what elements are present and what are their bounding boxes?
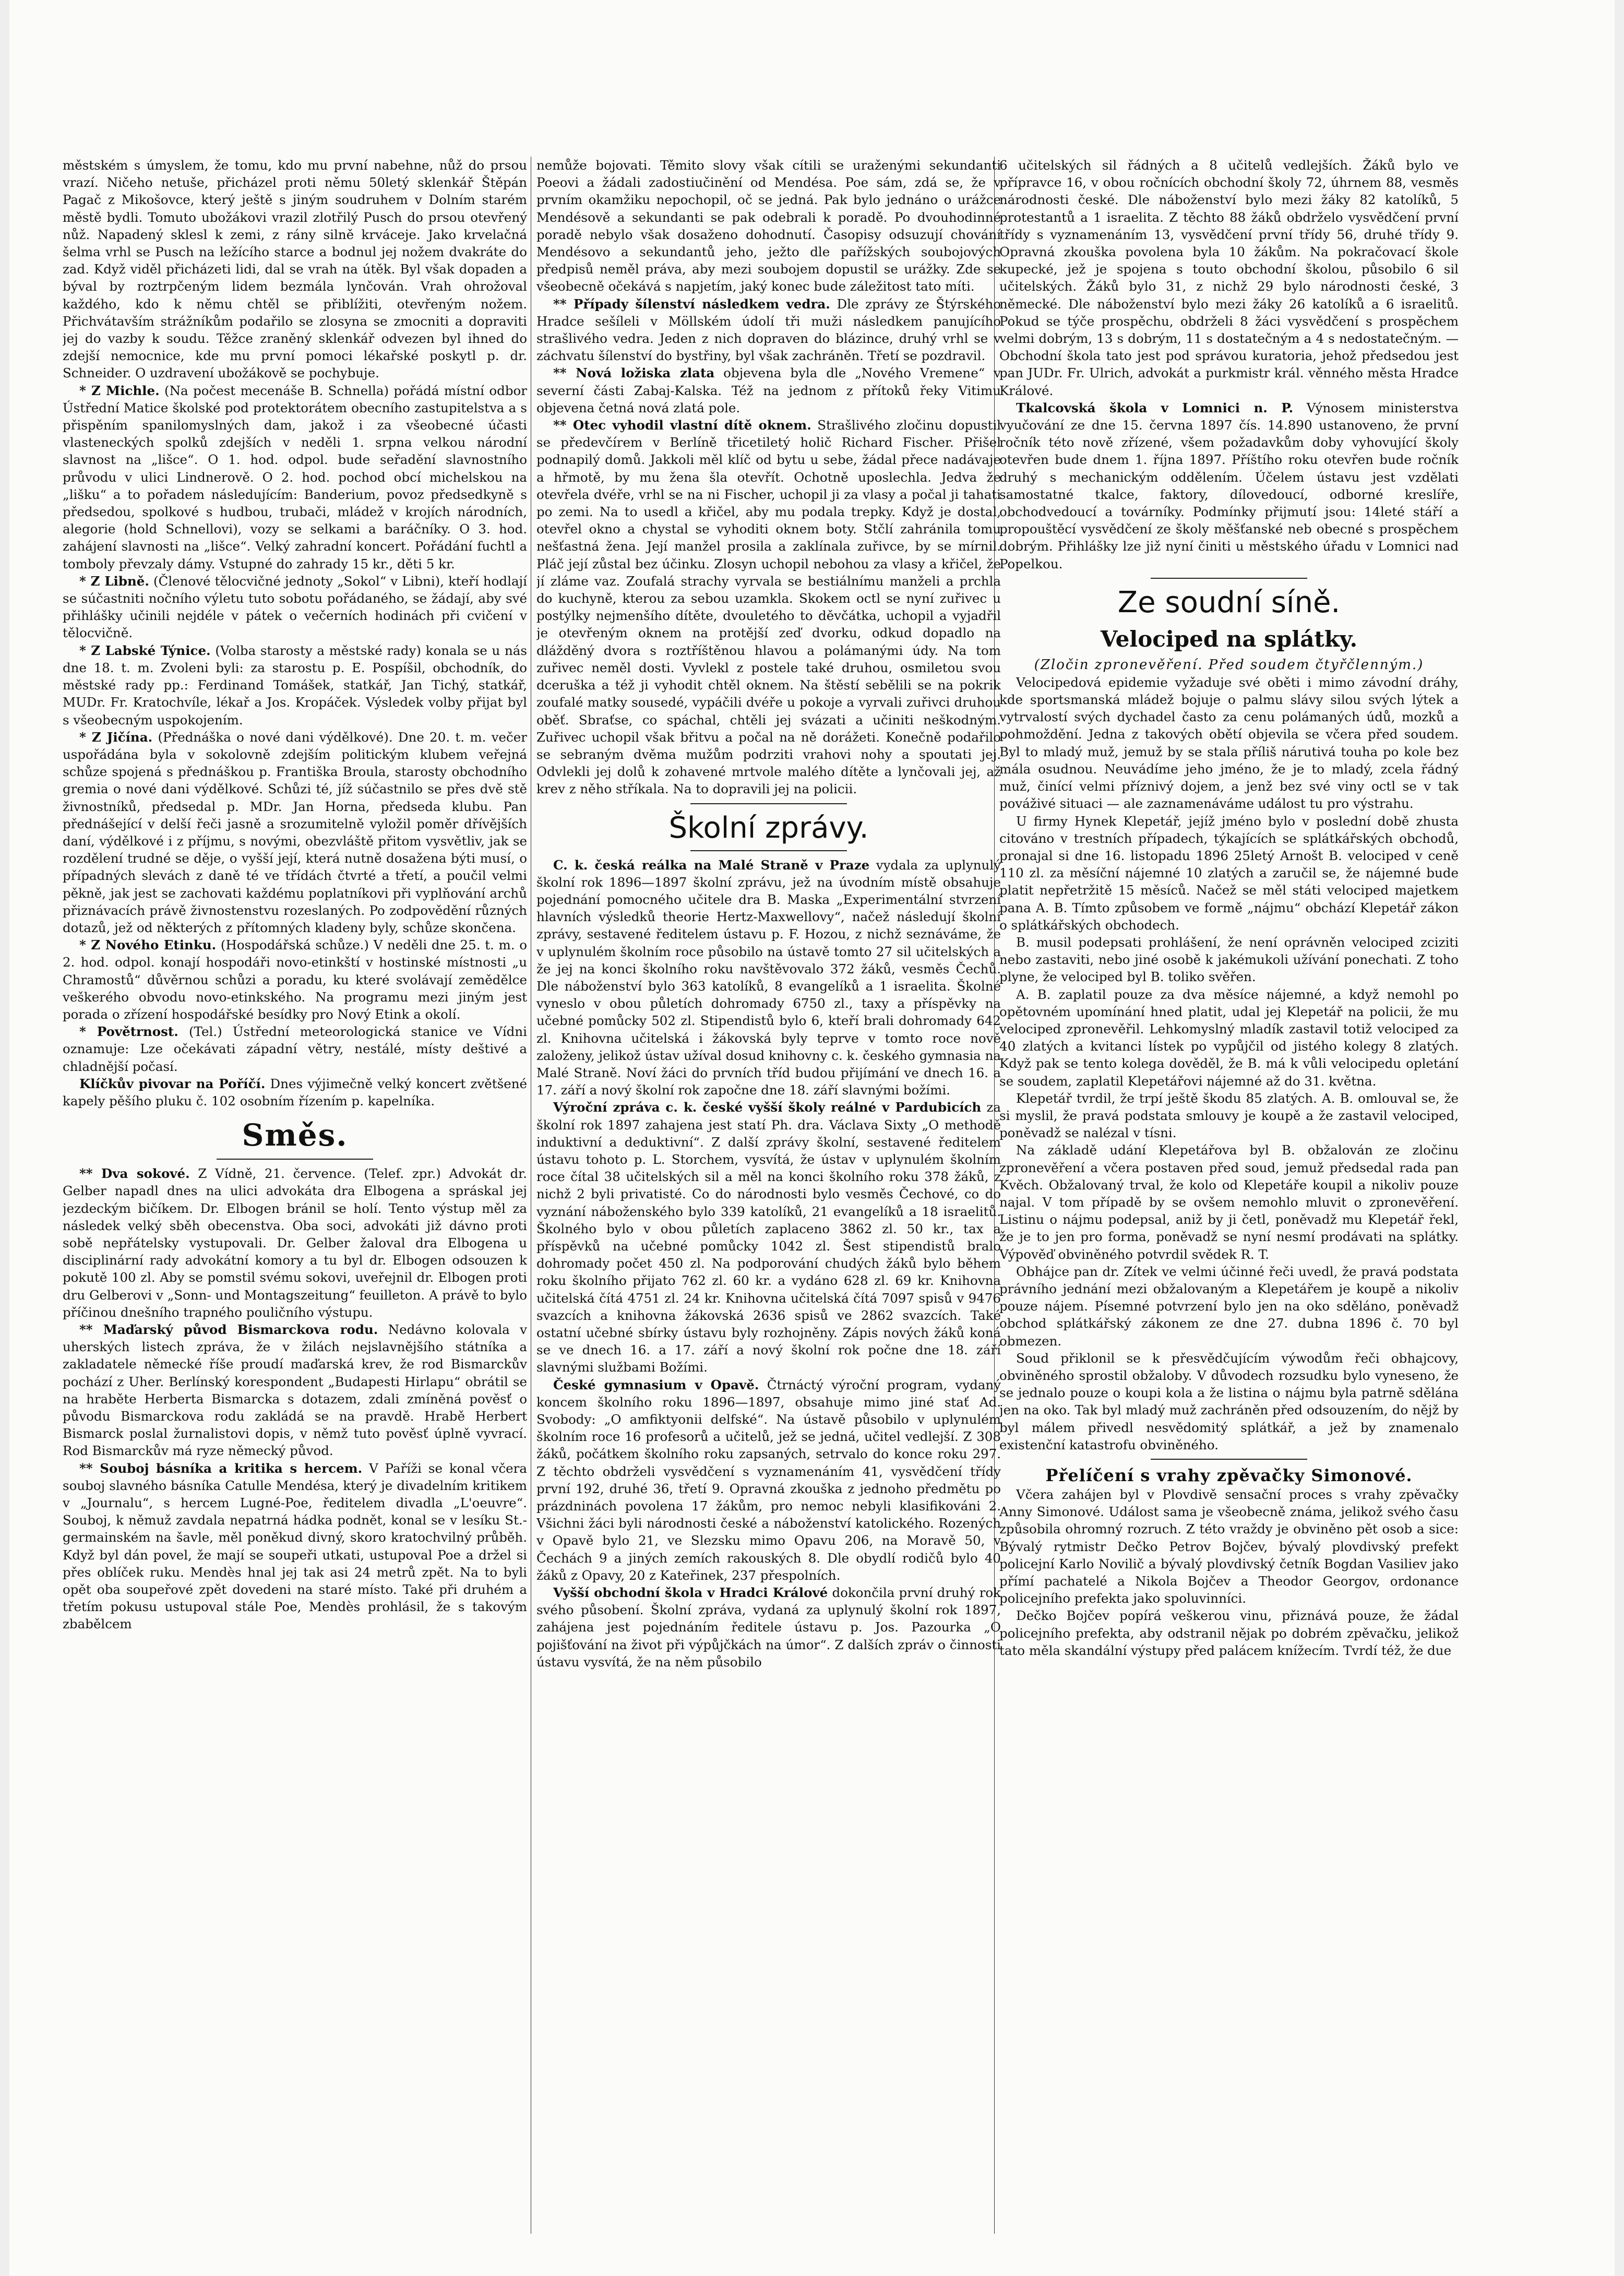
article-text: Klepetář tvrdil, že trpí ještě škodu 85 zlatých. A. B. omlouval se, že si myslil, že pravá podstata smlouvy je koupě a že zastavil velociped, poněvadž se nalézal v tísni. xyxy=(999,1090,1459,1141)
article-lead: ** Nová ložiska zlata xyxy=(553,365,715,381)
article-text: městském s úmyslem, že tomu, kdo mu první nabehne, nůž do prsou vrazí. Ničeho netuše, přicházel proti němu 50letý sklenkář Štěpán Pagač z Mikošovce, který ještě s jiným soudruhem v Dolním starém městě bydli. Tomuto ubožákovi vrazil zlotřilý Pusch do prsou otevřený nůž. Napadený sklesl k zemi, z rány silně krváceje. Jako krvelačná šelma vrhl se Pusch na ležícího starce a bodnul jej nožem dvakráte do zad. Když viděl přicházeti lidi, dal se vrah na útěk. Byl však dopaden a býval by roztrpčeným lidem bezmála lynčován. Vrah ohrožoval každého, kdo k němu chtěl se přiblížiti, otevřeným nožem. Přichvátavším strážníkům podařilo se zlosyna se zmocniti a dopraviti jej do vazby k soudu. Těžce zraněný sklenkář odvezen byl ihned do zdejší nemocnice, kde mu první pomoci lékařské poskytl p. dr. Schneider. O uzdravení ubožákově se pochybuje. xyxy=(63,158,527,381)
article-lead: Klíčkův pivovar na Poříčí. xyxy=(79,1076,266,1091)
article-text: (Členové tělocvičné jednoty „Sokol“ v Libni), kteří hodlají se súčastniti nočního výletu tuto sobotu pořádaného, se žádají, aby své přihlášky učinili nejdéle v pátek o večerních hodinách při cvičení v tělocvičně. xyxy=(63,573,527,641)
article-paragraph xyxy=(536,416,1001,797)
article-lead: C. k. česká reálka na Malé Straně v Praze xyxy=(553,857,870,873)
local-news xyxy=(63,157,527,1110)
article-paragraph xyxy=(536,1099,1001,1376)
article-text: za školní rok 1897 zahajena jest statí Ph. dra. Václava Sixty „O methodě induktivní a deduktivní“. Z další zprávy školní, sestavené ředitelem ústavu tohoto p. L. Storchem, vysvítá, že ústav v uplynulém školním roce čítal 38 učitelských sil a měl na konci školního roku 378 žáků, z nichž 2 byli privatisté. Co do národnosti bylo vesměs Čechové, co do vyznání náboženského bylo 339 katolíků, 21 evangelíků a 18 israelitů. Školného bylo v obou půletích zaplaceno 3862 zl. 50 kr., tax a příspěvků na učebné pomůcky 1042 zl. Šest stipendistů bralo dohromady počet 450 zl. Na podporování chudých žáků bylo během roku školního přijato 762 zl. 60 kr. a vydáno 628 zl. 69 kr. Knihovna učitelská čítá 4751 zl. 24 kr. Knihovna učitelská čítá 7097 spisů v 9476 svazcích a knihovna žákovská 2636 spisů ve 2862 svazcích. Také ostatní učebné sbírky ústavu byly rozhojněny. Zápis nových žáků koná se ve dnech 16. a 17. září a nový školní rok počne dne 18. září slavnými službami Božími. xyxy=(536,1100,1001,1375)
article-paragraph xyxy=(63,1023,527,1075)
article-paragraph xyxy=(999,813,1459,934)
column-2 xyxy=(536,157,1001,2234)
court-article-velociped xyxy=(999,674,1459,1453)
article-paragraph xyxy=(999,1090,1459,1142)
article-text: objevena byla dle „Nového Vremene“ v severní části Zabaj-Kalska. Též na jednom z přítoků řeky Vitimu objevena četná nová zlatá pole. xyxy=(536,365,1001,415)
left-page-edge xyxy=(0,0,9,2276)
court-article-simonova xyxy=(999,1486,1459,1659)
article-paragraph xyxy=(63,1075,527,1110)
school-reports xyxy=(536,856,1001,1671)
article-text: Čtrnáctý výroční program, vydaný koncem školního roku 1896—1897, obsahuje mimo jiné stať Ad. Svobody: „O amfiktyonii delfské“. Na ústavě působilo v uplynulém školním roce 16 profesorů a učitelů, jež se jedná, učitel vedlejší. Z 308 žáků, počátkem školního roku zapsaných, setrvalo do konce roku 297. Z těchto obdrželi vysvědčení s vyznamenáním 41, vysvědčení třídy první 192, druhé 36, třetí 9. Opravná zkouška z jednoho předmětu po prázdninách povolena 17 žákům, pro nemoc nebyli klasifikováni 2. Všichni žáci byli národnosti české a náboženství katolického. Rozených v Opavě bylo 21, ve Slezsku mimo Opavu 206, na Moravě 50, v Čechách 9 a jiných zemích rakouských 8. Dle obydlí rodičů bylo 40 žáků z Opavy, 20 z Kateřinek, 237 přespolních. xyxy=(536,1377,1001,1583)
article-text: vydala za uplynulý školní rok 1896—1897 školní zprávu, jež na úvodním místě obsahuje pojednání pomocného učitele dra B. Maska „Experimentální stvrzení hlavních výsledků theorie Hertz-Maxwellovy“, načež následují školní zprávy, sestavené ředitelem ústavu p. F. Hozou, z nichž seznáváme, že v uplynulém školním roce působilo na ústavě tomto 27 sil učitelských a že jej na konci školního roku navštěvovalo 372 žáků, vesměs Čechů. Dle náboženství bylo 363 katolíků, 8 evangelíků a 1 israelita. Školné vyneslo v obou půletích dohromady 6750 zl., taxy a příspěvky na učebné pomůcky 502 zl. Stipendistů bylo 6, kteří brali dohromady 642 zl. Knihovna učitelská i žákovská byly teprve v tomto roce nově založeny, jelikož ústav užíval dosud knihovny c. k. českého gymnasia na Malé Straně. Noví žáci do prvních tříd budou přijímání ve dnech 16. a 17. září a nový školní rok započne dne 18. září slavnými božími. xyxy=(536,857,1001,1098)
article-paragraph xyxy=(536,1376,1001,1584)
article-text: (Na počest mecenáše B. Schnella) pořádá místní odbor Ústřední Matice školské pod protektorátem obecního zastupitelstva a s přispěním spanilomyslných dam, jakož i za všeobecné účasti vlasteneckých spolků zdejších v neděli 1. srpna velkou národní slavnost na „lišce“. O 1. hod. odpol. bude seřadění slavnostního průvodu v ulici Lindnerově. O 2. hod. pochod obcí michelskou na „lišku“ a to pořadem následujícím: Banderium, povoz předsedkyně s předsedou, spolkové s hudbou, trubači, mládež v krojích národních, alegorie (hold Schnellovi), vozy se selkami a baráčníky. O 3. hod. zahájení slavnosti na „lišce“. Velký zahradní koncert. Pořádání fuchtl a tomboly převzaly dámy. Vstupné do zahrady 15 kr., děti 5 kr. xyxy=(63,383,527,571)
article-paragraph xyxy=(63,1460,527,1633)
column-1 xyxy=(63,157,527,2234)
article-lead: * Z Libně. xyxy=(79,573,149,589)
article-text: (Hospodářská schůze.) V neděli dne 25. t. m. o 2. hod. odpol. konají hospodáři novo-etinkští v hostinské místnosti „u Chramostů“ důvěrnou schůzi a poradu, ku které svolávají zemědělce veškerého obvodu novo-etinkského. Na programu mezi jiným jest porada o zřízení hospodářské besídky pro Nový Etink a okolí. xyxy=(63,937,527,1022)
article-text: V Paříži se konal včera souboj slavného básníka Catulle Mendésa, který je divadelním kritikem v „Journalu“, s hercem Lugné-Poe, ředitelem divadla „L'oeuvre“. Souboj, k němuž zavdala nepatrná hádka podnět, konal se v lesíku St.-germainském na šavle, měl poněkud divný, skoro kratochvilný průběh. Když byl dán povel, že mají se soupeři utkati, ustupoval Poe a držel si přes oblíček ruku. Mendès hnal jej tak asi 24 metrů zpět. Na to byli opět oba soupeřové zpět dovedeni na staré místo. Také při druhém a třetím pokusu ustupoval stále Poe, Mendès prohlásil, že s takovým zbabělcem xyxy=(63,1460,527,1632)
article-paragraph xyxy=(536,157,1001,295)
article-paragraph xyxy=(999,1350,1459,1453)
article-lead: * Z Nového Etinku. xyxy=(79,937,217,953)
article-text: Na základě udání Klepetářova byl B. obžalován ze zločinu zpronevěření a včera postaven před soud, jemuž předsedal rada pan Kvěch. Obžalovaný trval, že kolo od Klepetáře koupil a nikoliv pouze najal. V tom případě by se ovšem nemohlo mluvit o zpronevěření. Listinu o nájmu podepsal, aniž by ji četl, poněvadž mu Klepetář řekl, že je to jen pro forma, poněvadž se nyní nesmí prodávati na splátky. Výpověď obviněného potvrdil svědek R. T. xyxy=(999,1142,1459,1262)
article-text: 6 učitelských sil řádných a 8 učitelů vedlejších. Žáků bylo ve přípravce 16, v obou ročnících obchodní školy 72, úhrnem 88, vesměs národnosti české. Dle náboženství bylo mezi žáky 82 katolíků, 5 protestantů a 1 israelita. Z těchto 88 žáků obdrželo vysvědčení první třídy s vyznamenáním 13, vysvědčení první třídy 56, druhé třídy 9. Opravná zkouška povolena byla 10 žákům. Na pokračovací škole kupecké, jež je spojena s touto obchodní školou, působilo 6 sil učitelských. Žáků bylo 31, z nichž 29 bylo národnosti české, 3 německé. Dle náboženství bylo mezi žáky 26 katolíků a 6 israelitů. Pokud se týče prospěchu, obdrželi 8 žáci vysvědčení s prospěchem velmi dobrým, 13 s dobrým, 11 s dostatečným a 4 s nedostatečným. — Obchodní škola tato jest pod správou kuratoria, jehož předsedou jest pan JUDr. Fr. Ulrich, advokát a purkmistr král. věnného města Hradce Králové. xyxy=(999,158,1459,398)
smes-articles xyxy=(63,1165,527,1632)
article-text: Obhájce pan dr. Zítek ve velmi účinné řeči uvedl, že pravá podstata právního jednání mezi obžalovaným a Klepetářem je koupě a nikoliv pouze nájem. Písemné potvrzení bylo jen na oko sděláno, poněvadž obchod splátkářský zákonem ze dne 27. dubna 1896 č. 70 byl obmezen. xyxy=(999,1264,1459,1349)
article-text: Nedávno kolovala v uherských listech zpráva, že v žilách nejslavnějšího státníka a zakladatele německé říše proudí maďarská krev, že rod Bismarckův pochází z Uher. Berlínský korespondent „Budapesti Hirlapu“ obrátil se na hraběte Herberta Bismarcka s dotazem, zdali zmíněná pověsť o původu Bismarckova rodu zakládá se na pravdě. Hrabě Herbert Bismarck poslal žurnalistovi dopis, v němž tuto pověsť úplně vyvrací. Rod Bismarckův má ryze německý původ. xyxy=(63,1322,527,1459)
article-text: U firmy Hynek Klepetář, jejíž jméno bylo v poslední době zhusta citováno v trestních případech, týkajících se splátkářských obchodů, pronajal si dne 16. listopadu 1896 25letý Arnošt B. velociped v ceně 110 zl. za měsíční nájemné 10 zlatých a zaručil se, že nájemné bude platit nepřetržitě 15 měsíců. Načež se měl státi velociped majetkem pana A. B. Tímto způsobem ve formě „nájmu“ obchází Klepetář zákon o splátkářských obchodech. xyxy=(999,813,1459,933)
article-paragraph xyxy=(63,157,527,382)
article-paragraph xyxy=(999,1607,1459,1659)
article-lead: Vyšší obchodní škola v Hradci Králové xyxy=(553,1585,828,1601)
article-lead: ** Dva sokové. xyxy=(79,1166,190,1182)
article-paragraph xyxy=(63,1165,527,1321)
article-paragraph xyxy=(63,1321,527,1460)
article-text: Dle zprávy ze Štýrského Hradce sešíleli v Möllském údolí tři muži následkem panujícího strašlivého vedra. Jeden z nich dopraven do blázince, druhý vrhl se v záchvatu šílenství do bystřiny, byl však zachráněn. Třetí se pozdravil. xyxy=(536,296,1001,364)
article-text: Z Vídně, 21. července. (Telef. zpr.) Advokát dr. Gelber napadl dnes na ulici advokáta dra Elbogena a spráskal jej jezdeckým bičíkem. Dr. Elbogen bránil se holí. Tento výstup měl za následek velký sběh obecenstva. Oba soci, advokáti již dávno proti sobě nepřátelsky vystupovali. Dr. Gelber žaloval dra Elbogena u disciplinární rady advokátní komory a tu byl dr. Elbogen odsouzen k pokutě 100 zl. Aby se pomstil svému sokovi, uveřejnil dr. Elbogen proti dru Gelberovi v „Sonn- und Montagszeitung“ feuilleton. A právě to bylo příčinou dnešního trapného pouličního výstupu. xyxy=(63,1166,527,1320)
article-title-velociped: Velociped na splátky. xyxy=(1100,626,1358,652)
section-title-skolni-zpravy: Školní zprávy. xyxy=(668,811,869,845)
section-divider xyxy=(690,803,847,804)
article-lead: Výroční zpráva c. k. české vyšší školy reálné v Pardubicích xyxy=(553,1100,982,1115)
school-reports-continued xyxy=(999,157,1459,573)
article-lead: * Z Michle. xyxy=(79,383,160,398)
article-text: Dečko Bojčev popírá veškerou vinu, přiznává pouze, že žádal policejního prefekta, aby odstranil nějak po dobrém zpěvačku, jelikož tato měla skandální výstupy před palácem knížecím. Tvrdí též, že due xyxy=(999,1608,1459,1658)
article-lead: * Z Labské Týnice. xyxy=(79,642,211,658)
article-text: Včera zahájen byl v Plovdivě sensační proces s vrahy zpěvačky Anny Simonové. Událost sama je všeobecně známa, jelikož svého času způsobila ohromný rozruch. Z této vraždy je obviněno pět osob a sice: Bývalý rytmistr Dečko Petrov Bojčev, bývalý plovdivský prefekt policejní Karlo Novilič a bývalý plovdivský četník Bogdan Vasiliev jako přímí pachatelé a Nikola Bojčev a Theodor Georgov, ordonance policejního prefekta jako spoluvinníci. xyxy=(999,1487,1459,1606)
article-paragraph xyxy=(536,295,1001,365)
section-title-ze-soudni-sine: Ze soudní síně. xyxy=(1117,585,1341,619)
article-lead: * Povětrnost. xyxy=(79,1024,178,1040)
section-title-smes: Směs. xyxy=(242,1117,348,1153)
smes-articles-continued xyxy=(536,157,1001,798)
section-divider xyxy=(690,850,847,851)
article-paragraph xyxy=(999,1141,1459,1262)
article-lead: ** Souboj básníka a kritika s hercem. xyxy=(79,1460,363,1476)
section-divider xyxy=(1151,578,1307,579)
article-paragraph xyxy=(536,364,1001,416)
article-text: Soud přiklonil se k přesvědčujícím výwodům řeči obhajcovy, obviněného sprostil obžaloby. V důvodech rozsudku bylo vyneseno, že se jednalo pouze o koupi kola a že listina o nájmu byla patrně sdělána jen na oko. Tak byl mladý muž zachráněn před odsouzením, do nějž by byl málem přivedl nesvědomitý splátkář, a jež by znamenalo existenční katastrofu obviněného. xyxy=(999,1350,1459,1452)
article-text: (Volba starosty a městské rady) konala se u nás dne 18. t. m. Zvoleni byli: za starostu p. E. Pospíšil, obchodník, do městské rady pp.: Ferdinand Tomášek, statkář, Jan Tichý, statkář, MUDr. Fr. Kratochvíle, lékař a Jos. Kropáček. Výsledek volby přijat byl s všeobecným uspokojením. xyxy=(63,642,527,728)
article-paragraph xyxy=(999,986,1459,1090)
article-paragraph xyxy=(63,382,527,573)
article-paragraph xyxy=(63,573,527,642)
article-paragraph xyxy=(63,642,527,729)
article-text: A. B. zaplatil pouze za dva měsíce nájemné, a když nemohl po opětovném upomínání hned platit, udal jej Klepetář na policii, že mu velociped zpronevěřil. Lehkomyslný mladík zastavil totiž velociped za 40 zlatých a kvitanci lístek po vypůjčil od jistého kolegy 8 zlatých. Když pak se tento kolega dověděl, že B. má k vůli velocipedu opletání se soudem, zaplatil Klepetářovi nájemné až do 31. května. xyxy=(999,986,1459,1089)
article-lead: ** Otec vyhodil vlastní dítě oknem. xyxy=(553,418,811,433)
article-paragraph xyxy=(999,674,1459,813)
article-lead: * Z Jičína. xyxy=(79,729,153,745)
article-text: (Přednáška o nové dani výdělkové). Dne 20. t. m. večer uspořádána byla v sokolovně zdejším politickým klubem veřejná schůze spojená s přednáškou p. Františka Broula, starosty obchodního gremia o nové dani výdělkové. Schůzi té, jíž súčastnilo se přes dvě stě živnostníků, předsedal p. MDr. Jan Horna, předseda klubu. Pan přednášející v delší řeči jasně a srozumitelně vyložil poměr dřívějších daní, výdělkové i z příjmu, s novými, obezvláště přitom vysvětliv, jak se rozdělení trudné se děje, o vyšší její, která nutně dosažena býti musí, o případných slevách z daně té ve třídách čtvrté a třetí, a poučil velmi pěkně, jak jest se zachovati každému poplatníkovi při vyplňování archů přiznávacích právě živnostenstvu rozeslaných. Po zodpovědění různých dotazů, jež od některých z přítomných kladeny byly, schůze skončena. xyxy=(63,729,527,935)
article-text: Velocipedová epidemie vyžaduje své oběti i mimo závodní dráhy, kde sportsmanská mládež bojuje o palmu slávy silou svých lýtek a vytrvalostí svých dychadel často za cenu polámaných údů, mozků a pohmoždění. Jedna z takových obětí objevila se včera před soudem. Byl to mladý muž, jemuž by se stala příliš nárutivá touha po kole bez mála osudnou. Neuvádíme jeho jméno, že je to mladý, zcela řádný muž, činící velmi příznivý dojem, a jenž bez své viny octl se v tak pováživé situaci — ale zaznamenáváme událost tu pro výstrahu. xyxy=(999,674,1459,812)
article-paragraph xyxy=(999,157,1459,399)
article-paragraph xyxy=(63,729,527,936)
article-paragraph xyxy=(999,399,1459,573)
article-subtitle-velociped: (Zločin zpronevěření. Před soudem čtyřčlenným.) xyxy=(1034,657,1424,673)
article-paragraph xyxy=(999,1486,1459,1607)
article-text: (Tel.) Ústřední meteorologická stanice ve Vídni oznamuje: Lze očekávati západní větry, nestálé, místy deštivé a chladnější počasí. xyxy=(63,1024,527,1074)
article-text: B. musil podepsati prohlášení, že není oprávněn velociped zciziti nebo zastaviti, nebo jiné osobě k jakémukoli užívání ponechati. Z toho plyne, že velociped byl B. toliko svěřen. xyxy=(999,934,1459,985)
article-lead: Tkalcovská škola v Lomnici n. P. xyxy=(1016,400,1294,415)
article-paragraph xyxy=(999,1263,1459,1350)
section-divider xyxy=(1151,1459,1307,1460)
article-title-simonova: Přelíčení s vrahy zpěvačky Simonové. xyxy=(1045,1465,1413,1486)
article-paragraph xyxy=(999,934,1459,986)
article-text: nemůže bojovati. Těmito slovy však cítili se uraženými sekundanti Poeovi a žádali zadostiučinění od Mendésa. Poe sám, zdá se, že v prvním okamžiku nepochopil, oč se jedná. Pak bylo jednáno o urážce Mendésově a sekundanti se pak odebrali k poradě. Po dvouhodinné poradě nebylo však dosaženo dohodnutí. Časopisy odsuzují chování Mendésovo a sekundantů jeho, ježto dle pařížských soubojových předpisů neměl práva, aby mezi soubojem dopustil se urážky. Zde se všeobecně očekává s napjetím, jaký konec bude záležitost tato míti. xyxy=(536,158,1001,294)
article-paragraph xyxy=(536,1584,1001,1671)
article-paragraph xyxy=(63,936,527,1023)
article-lead: ** Maďarský původ Bismarckova rodu. xyxy=(79,1322,378,1337)
article-text: dokončila první druhý rok svého působení. Školní zpráva, vydaná za uplynulý školní rok 1897, zahájena jest pojednáním ředitele ústavu p. Jos. Pazourka „O pojišťování na život při výpůjčkách na úmor“. Z dalších zpráv o činnosti ústavu vysvítá, že na něm působilo xyxy=(536,1585,1001,1670)
article-paragraph xyxy=(536,856,1001,1099)
article-lead: ** Případy šílenství následkem vedra. xyxy=(553,296,830,312)
column-3 xyxy=(999,157,1459,2234)
article-lead: České gymnasium v Opavě. xyxy=(553,1377,759,1392)
article-text: Dnes výjimečně velký koncert zvětšené kapely pěšího pluku č. 102 osobním řízením p. kapelníka. xyxy=(63,1076,527,1109)
article-text: Výnosem ministerstva vyučování ze dne 15. června 1897 čís. 14.890 ustanoveno, že první ročník této nově zřízené, všem požadavkům doby vyhovující školy otevřen bude dnem 1. října 1897. Příštího roku otevřen bude ročník druhý s mechanickým oddělením. Účelem ústavu jest vzdělati samostatné tkalce, faktory, dílovedoucí, odborné kreslíře, obchodvedoucí a továrníky. Podmínky přijmutí jsou: 14leté stáří a propouštěcí vysvědčení ze školy měšťanské neb obecné s prospěchem dobrým. Přihlášky lze již nyní činiti u městského úřadu v Lomnici nad Popelkou. xyxy=(999,400,1459,571)
right-page-edge xyxy=(1615,0,1624,2276)
article-text: Strašlivého zločinu dopustil se předevčírem v Berlíně třicetiletý holič Richard Fischer. Přišel podnapilý domů. Jakkoli měl klíč od bytu u sebe, žádal přece nadávaje a hřmotě, by mu žena šla otevřít. Ochotně uposlechla. Jedva že otevřela dvéře, vrhl se na ni Fischer, uchopil ji za vlasy a počal ji tahati po zemi. Na to usedl a křičel, aby mu podala trepky. Když je dostal, otevřel okno a chystal se vyhoditi oknem boty. Stčlí zahránila tomu nešťastná žena. Její manžel prosila a zaklínala zuřivce, by se mírnil. Pláč její zůstal bez účinku. Zlosyn uchopil nebohou za vlasy a křičel, že jí zláme vaz. Zoufalá strachy vyrvala se bestiálnímu manželi a prchla do kuchyně, kterou za sebou uzamkla. Skokem octl se nyní zuřivec u postýlky nejmenšího dítěte, dvouletého to děvčátka, uchopil a vyjadřil je otevřeným oknem na protější zeď dvorku, odkud dopadlo na dlážděný dvora s roztříštěnou hlavou a polámanými údy. Na tom zuřivec neměl dosti. Vyvlekl z postele také druhou, osmiletou svou dceruška a též ji vyhodit chtěl oknem. Na štěstí sebělili se na pokrik zoufalé matky sousedé, vypáčili dvéře u pokoje a vyrvali zuřivci druhou oběť. Sbraťse, co spáchal, chtěli jej svázati a učiniti neškodným. Zuřivec uchopil však břitvu a počal na ně dorážeti. Konečně podařilo se sebraným dvěma mužům podrziti vrahovi nohy a spoutati jej. Odvlekli jej dolů k zohavené mrtvole malého dítěte a lynčovali jej, až krev z něho stříkala. Na to dopravili jej na policii. xyxy=(536,418,1001,797)
section-divider xyxy=(217,1159,373,1160)
